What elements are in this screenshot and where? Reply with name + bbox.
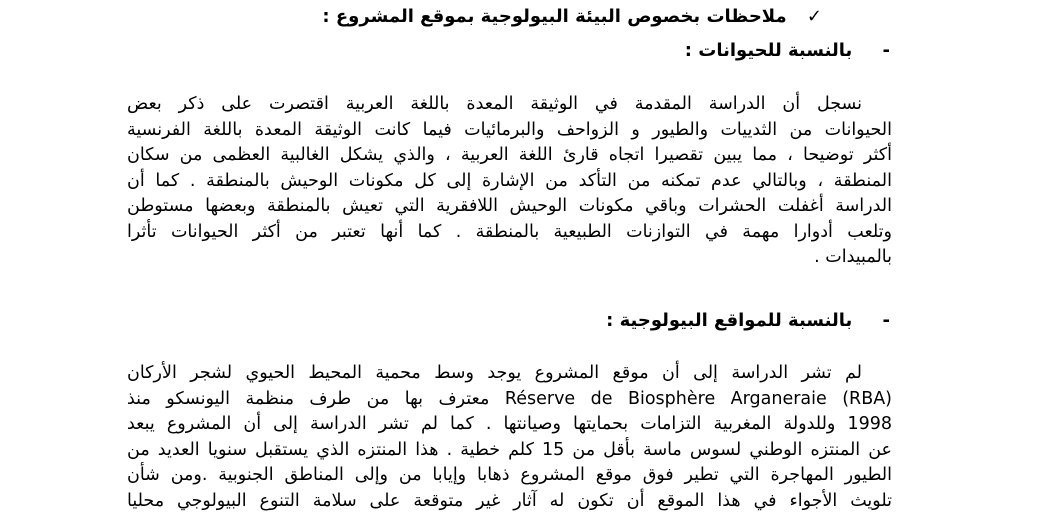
paragraph-line: 1998 وللدولة المغربية التزامات بحمايتها وصيانتها . كما لم تشر الدراسة إلى أن المشروع يبعد [127, 414, 892, 434]
paragraph-line: نسجل أن الدراسة المقدمة في الوثيقة المعدة باللغة العربية اقتصرت على ذكر بعض [127, 94, 862, 114]
paragraph-line: الطيور المهاجرة التي تطير فوق موقع المشروع ذهابا وإيابا من وإلى المناطق الجنوبية .ومن شأن [127, 465, 892, 485]
check-mark-icon: ✓ [806, 6, 822, 27]
animals-heading [685, 40, 890, 61]
paragraph-line: بالمبيدات . [814, 247, 892, 267]
paragraph-line: الدراسة أغفلت الحشرات وباقي مكونات الوحيش اللافقرية التي تعيش بالمنطقة وبعضها مستوطن [127, 196, 892, 216]
paragraph-line: Réserve de Biosphère Arganeraie (RBA) معترف بها من طرف منظمة اليونسكو منذ [127, 388, 893, 409]
section-title-text: ملاحظات بخصوص البيئة البيولوجية بموقع المشروع : [322, 6, 787, 27]
paragraph-line: الحيوانات من الثدييات والطيور و الزواحف والبرمائيات فيما كانت الوثيقة المعدة باللغة الفرنسية [127, 119, 892, 140]
paragraph-line: عن المنتزه الوطني لسوس ماسة بأقل من 15 كلم خطية . هذا المنتزه الذي يستقبل سنويا العديد من [127, 439, 892, 460]
biosites-paragraph [127, 361, 892, 514]
biosites-heading-text: بالنسبة للمواقع البيولوجية : [606, 310, 853, 331]
paragraph-line: أكثر توضيحا ، مما يبين تقصيرا اتجاه قارئ اللغة العربية ، والذي يشكل الغالبية العظمى من سكان [127, 145, 892, 165]
paragraph-line: تلويث الأجواء في هذا الموقع أن تكون له آثار غير متوقعة على سلامة التنوع البيولوجي محليا [127, 490, 892, 511]
paragraph-line: لم تشر الدراسة إلى أن موقع المشروع يوجد وسط محمية المحيط الحيوي لشجر الأركان [127, 363, 862, 383]
paragraph-line: المنطقة ، وبالتالي عدم تمكنه من التأكد من الإشارة إلى كل مكونات الوحيش بالمنطقة . كما أن [127, 170, 892, 191]
animals-paragraph [127, 92, 892, 271]
section-title [322, 6, 822, 27]
animals-heading-text: بالنسبة للحيوانات : [684, 40, 853, 61]
biosites-heading-bullet: - [882, 310, 890, 331]
paragraph-line: وتلعب أدوارا مهمة في التوازنات الطبيعية بالمنطقة . كما أنها تعتبر من أكثر الحيوانات تأثرا [127, 221, 892, 242]
biosites-heading [606, 310, 890, 331]
animals-heading-bullet: - [882, 40, 890, 61]
